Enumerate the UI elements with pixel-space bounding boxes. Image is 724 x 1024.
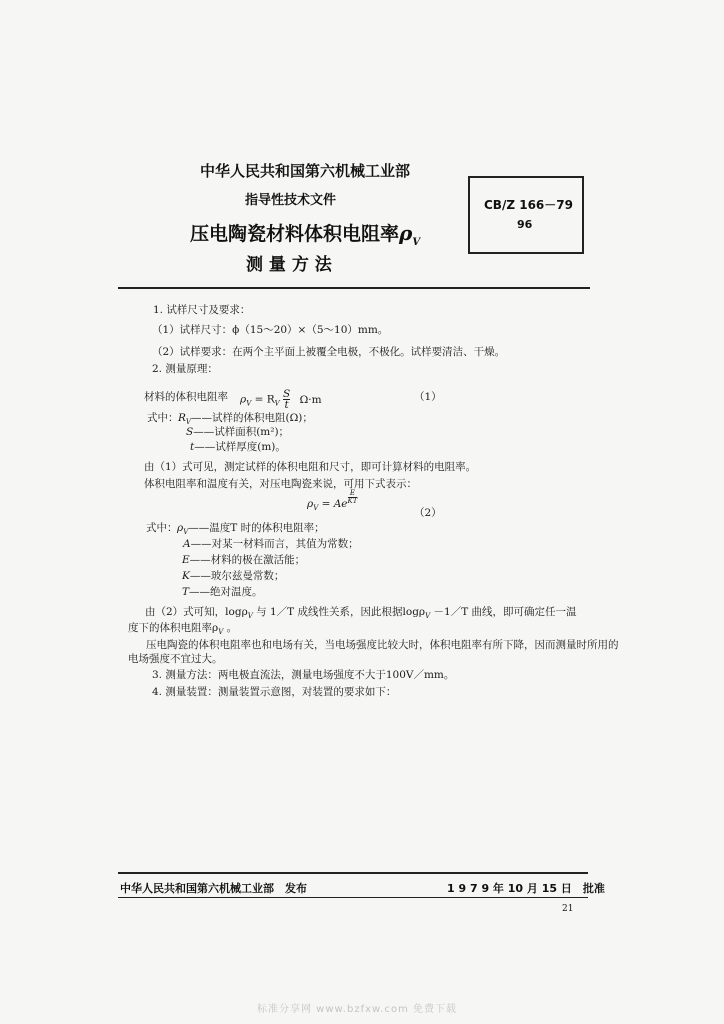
publisher: 中华人民共和国第六机械工业部 发布 xyxy=(120,882,307,895)
p3-part-3: －1／T 曲线，即可确定任一温 xyxy=(430,606,577,618)
where-2-c-symbol: E xyxy=(182,554,190,566)
section-4: 4. 测量装置：测量装置示意图，对装置的要求如下： xyxy=(152,686,397,698)
where-2-line-d xyxy=(182,568,284,583)
page-title xyxy=(190,219,420,248)
p3-part-5: 。 xyxy=(223,622,238,634)
p3-sub-3: V xyxy=(218,628,224,637)
paragraph-2: 体积电阻率和温度有关，对压电陶瓷来说，可用下式表示： xyxy=(144,478,417,490)
title-rho-symbol: ρ xyxy=(399,221,413,245)
p3-part-1: 由（2）式可知，logρ xyxy=(145,606,248,618)
standard-code: CB/Z 166－79 xyxy=(484,198,573,212)
where-1-b-symbol: S xyxy=(186,426,194,438)
page-subtitle: 测 量 方 法 xyxy=(246,255,332,275)
where-1-c-desc: ——试样厚度(m)。 xyxy=(194,441,286,453)
formula-2-exponent xyxy=(348,490,358,505)
p3-part-2: 与 1／T 成线性关系，因此根据logρ xyxy=(252,606,426,618)
where-1-a-symbol: R xyxy=(178,412,186,424)
watermark-text: 标准分享网 www.bzfxw.com 免费下载 xyxy=(257,1004,457,1015)
formula-1 xyxy=(240,389,322,410)
page-number: 21 xyxy=(562,904,574,914)
section-1-heading: 1. 试样尺寸及要求： xyxy=(153,304,251,316)
where-2-line-c xyxy=(182,552,305,567)
paragraph-3-line-1 xyxy=(145,604,577,620)
where-1-line-b xyxy=(186,424,289,439)
formula-1-r-sub: V xyxy=(274,399,280,408)
where-2-d-desc: ——玻尔兹曼常数； xyxy=(189,570,285,582)
paragraph-4-line-2: 电场强度不宜过大。 xyxy=(128,653,223,665)
formula-2-lhs: ρ xyxy=(307,498,314,510)
paragraph-3-line-2 xyxy=(128,620,237,636)
formula-1-fraction xyxy=(283,389,290,410)
p3-part-4: 度下的体积电阻率ρ xyxy=(128,622,219,634)
formula-2-exp-den: KT xyxy=(347,497,358,505)
where-2-line-e xyxy=(182,584,263,599)
standard-code-page: 96 xyxy=(517,218,533,231)
title-rho-subscript: V xyxy=(412,236,421,248)
section-2-heading: 2. 测量原理： xyxy=(152,363,218,375)
where-2-c-desc: ——材料的极在激活能； xyxy=(189,554,306,566)
formula-2 xyxy=(307,489,358,513)
where-1-line-c xyxy=(190,439,286,454)
where-2-b-symbol: A xyxy=(183,538,191,550)
formula-2-exp-num: E xyxy=(348,490,358,498)
formula-1-unit: Ω·m xyxy=(299,393,322,406)
standard-code-box xyxy=(468,176,584,254)
paragraph-1: 由（1）式可见，测定试样的体积电阻和尺寸，即可计算材料的电阻率。 xyxy=(144,461,477,473)
formula-2-lhs-sub: V xyxy=(313,504,319,513)
where-2-d-symbol: K xyxy=(182,570,190,582)
formula-1-denominator: t xyxy=(284,399,289,411)
title-text: 压电陶瓷材料体积电阻率 xyxy=(190,223,400,245)
formula-1-numerator: S xyxy=(283,388,291,400)
where-2-e-symbol: T xyxy=(182,586,190,598)
where-2-line-a xyxy=(177,520,325,536)
document-type: 指导性技术文件 xyxy=(245,193,337,208)
footer-divider-top xyxy=(118,872,588,874)
where-2-line-b xyxy=(183,536,359,551)
p3-sub-1: V xyxy=(247,612,253,621)
where-1-a-desc: ——试样的体积电阻(Ω)； xyxy=(190,412,313,424)
where-1-a-sub: V xyxy=(185,418,191,427)
paragraph-4-line-1: 压电陶瓷的体积电阻率也和电场有关，当电场强度比较大时，体积电阻率有所下降，因而测量时所用的 xyxy=(146,639,619,651)
approval-date: 1 9 7 9 年 10 月 15 日 批准 xyxy=(447,882,605,895)
header-divider xyxy=(118,287,590,289)
where-2-b-desc: ——对某一材料而言，其值为常数； xyxy=(190,538,359,550)
formula-1-number: （1） xyxy=(414,391,442,403)
formula-2-number: （2） xyxy=(414,507,442,519)
section-1-item-2: （2）试样要求：在两个主平面上被覆全电极，不极化。试样要清洁、干燥。 xyxy=(152,346,506,358)
section-3: 3. 测量方法：两电极直流法，测量电场强度不大于100V／mm。 xyxy=(152,669,455,681)
where-1-c-symbol: t xyxy=(190,441,195,453)
section-1-item-1: （1）试样尺寸：ϕ（15～20）×（5～10）mm。 xyxy=(152,324,389,336)
footer-divider-bottom xyxy=(118,897,588,898)
formula-1-eq: = R xyxy=(254,393,275,406)
where-1-intro: 式中： xyxy=(147,412,179,424)
formula-1-lhs-sub: V xyxy=(246,399,252,408)
where-2-a-symbol: ρ xyxy=(177,522,184,534)
formula-1-lhs: ρ xyxy=(240,393,247,406)
p3-sub-2: V xyxy=(425,612,431,621)
ministry-name: 中华人民共和国第六机械工业部 xyxy=(200,162,411,180)
where-2-e-desc: ——绝对温度。 xyxy=(189,586,263,598)
formula-2-rhs: = Ae xyxy=(321,498,348,510)
where-2-a-sub: V xyxy=(183,528,189,537)
where-2-intro: 式中： xyxy=(146,522,178,534)
where-2-a-desc: ——温度T 时的体积电阻率； xyxy=(188,522,325,534)
where-1-b-desc: ——试样面积(m²)； xyxy=(193,426,290,438)
formula-1-label: 材料的体积电阻率 xyxy=(144,391,228,403)
